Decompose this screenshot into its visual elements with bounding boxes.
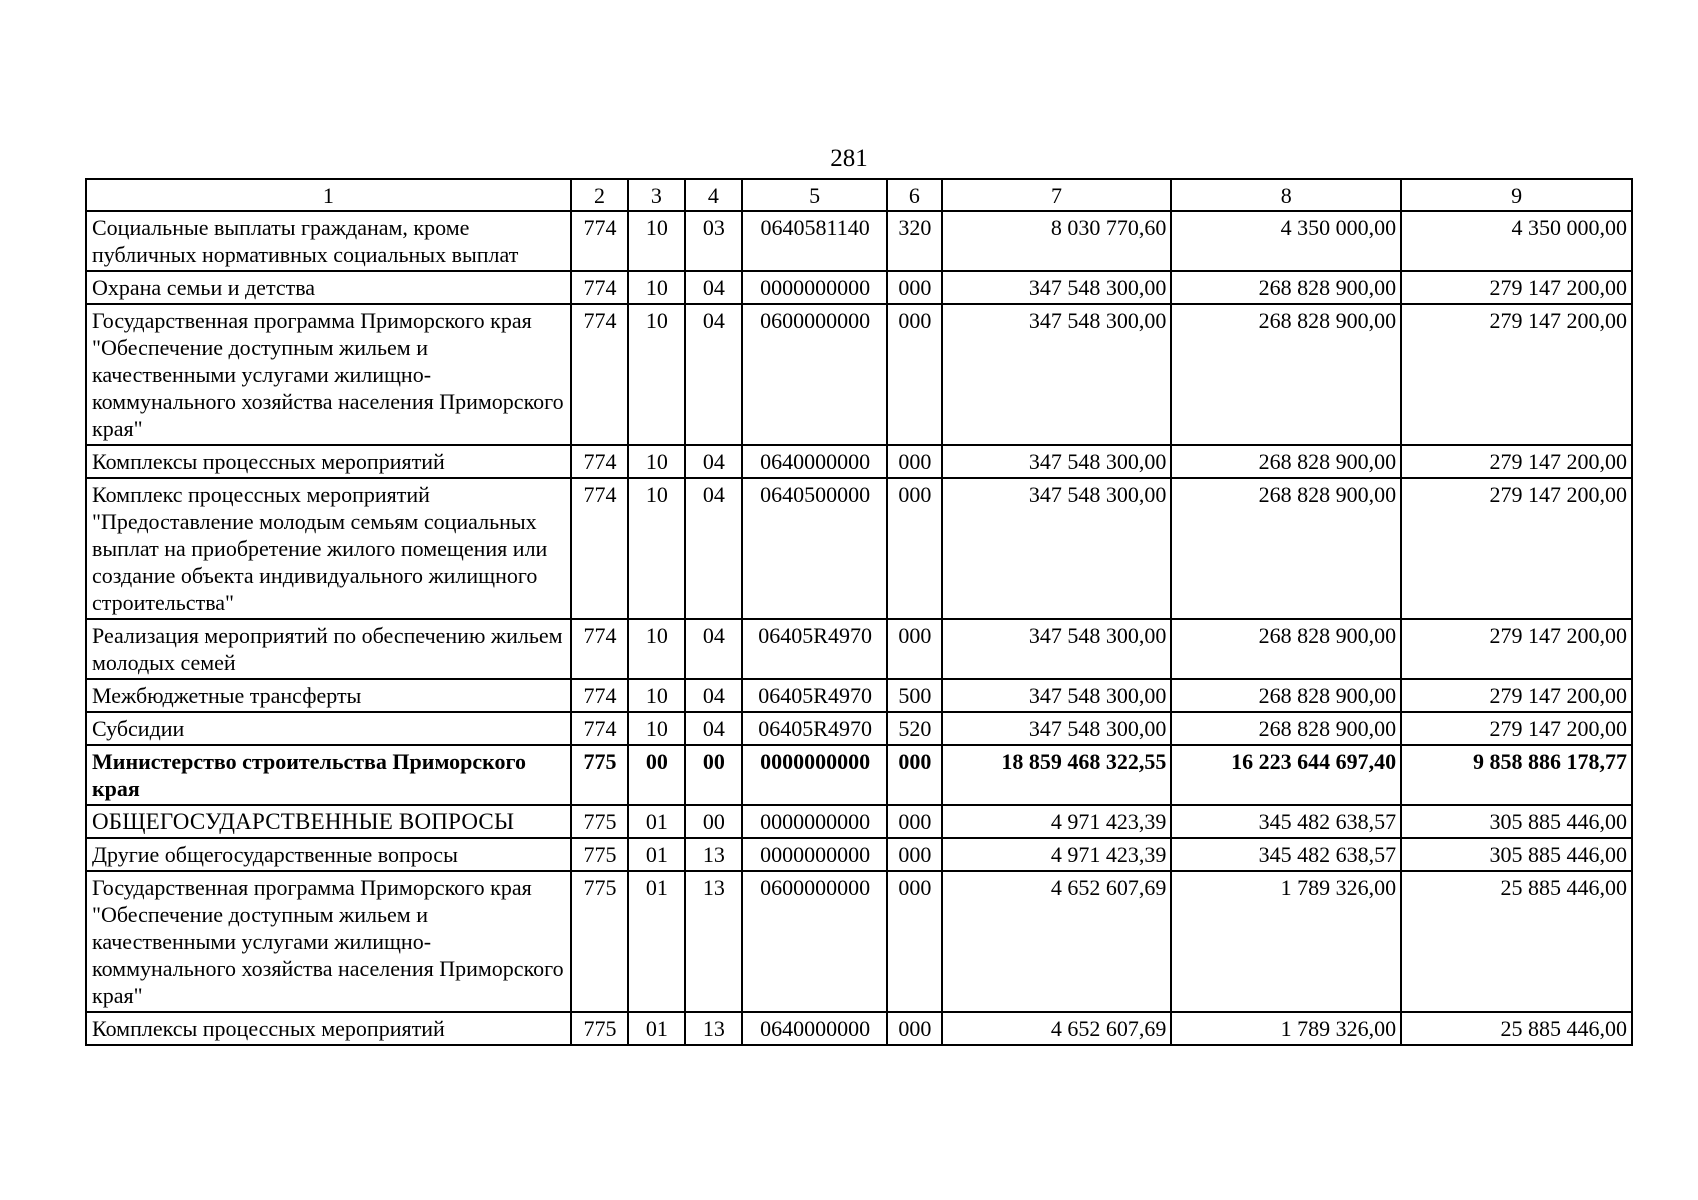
column-header: 1: [86, 179, 571, 211]
column-header: 8: [1171, 179, 1401, 211]
column-header: 3: [628, 179, 684, 211]
row-amount-col8: 345 482 638,57: [1171, 838, 1401, 871]
row-amount-col7: 347 548 300,00: [942, 271, 1172, 304]
row-target-article: 06405R4970: [742, 679, 887, 712]
row-expense-type: 520: [887, 712, 941, 745]
row-name: Государственная программа Приморского края "Обеспечение доступным жильем и качественными услугами жилищно-коммунального хозяйства населения Приморского края": [86, 871, 571, 1012]
row-expense-type: 000: [887, 304, 941, 445]
budget-table: [85, 178, 1633, 1046]
row-amount-col9: 279 147 200,00: [1401, 271, 1632, 304]
row-amount-col8: 268 828 900,00: [1171, 712, 1401, 745]
row-amount-col7: 347 548 300,00: [942, 304, 1172, 445]
row-name: Комплексы процессных мероприятий: [86, 1012, 571, 1045]
row-name: Социальные выплаты гражданам, кроме публичных нормативных социальных выплат: [86, 211, 571, 271]
row-subsection-code: 04: [685, 271, 742, 304]
row-amount-col9: 9 858 886 178,77: [1401, 745, 1632, 805]
row-expense-type: 000: [887, 871, 941, 1012]
row-amount-col7: 347 548 300,00: [942, 478, 1172, 619]
table-row: [86, 1012, 1632, 1045]
row-subsection-code: 04: [685, 304, 742, 445]
row-target-article: 0000000000: [742, 745, 887, 805]
table-row: [86, 619, 1632, 679]
row-amount-col8: 268 828 900,00: [1171, 478, 1401, 619]
row-admin-code: 775: [571, 745, 628, 805]
row-subsection-code: 03: [685, 211, 742, 271]
row-amount-col9: 4 350 000,00: [1401, 211, 1632, 271]
row-target-article: 06405R4970: [742, 712, 887, 745]
row-name: Государственная программа Приморского края "Обеспечение доступным жильем и качественными услугами жилищно-коммунального хозяйства населения Приморского края": [86, 304, 571, 445]
row-expense-type: 000: [887, 478, 941, 619]
row-expense-type: 320: [887, 211, 941, 271]
row-subsection-code: 04: [685, 478, 742, 619]
row-amount-col7: 4 652 607,69: [942, 871, 1172, 1012]
row-subsection-code: 04: [685, 712, 742, 745]
row-admin-code: 774: [571, 304, 628, 445]
row-name: Комплекс процессных мероприятий "Предоставление молодым семьям социальных выплат на приобретение жилого помещения или создание объекта индивидуального жилищного строительства": [86, 478, 571, 619]
row-amount-col9: 279 147 200,00: [1401, 445, 1632, 478]
row-name: ОБЩЕГОСУДАРСТВЕННЫЕ ВОПРОСЫ: [86, 805, 571, 838]
row-target-article: 0000000000: [742, 805, 887, 838]
row-amount-col8: 268 828 900,00: [1171, 304, 1401, 445]
row-amount-col9: 279 147 200,00: [1401, 304, 1632, 445]
row-section-code: 10: [628, 679, 684, 712]
table-row: [86, 805, 1632, 838]
row-amount-col7: 8 030 770,60: [942, 211, 1172, 271]
row-subsection-code: 04: [685, 445, 742, 478]
table-row: [86, 271, 1632, 304]
row-name: Другие общегосударственные вопросы: [86, 838, 571, 871]
row-section-code: 10: [628, 271, 684, 304]
table-row: [86, 745, 1632, 805]
row-amount-col7: 4 971 423,39: [942, 838, 1172, 871]
table-row: [86, 304, 1632, 445]
row-section-code: 10: [628, 712, 684, 745]
row-amount-col9: 25 885 446,00: [1401, 871, 1632, 1012]
row-section-code: 00: [628, 745, 684, 805]
row-expense-type: 000: [887, 271, 941, 304]
row-amount-col7: 347 548 300,00: [942, 712, 1172, 745]
row-subsection-code: 00: [685, 745, 742, 805]
row-amount-col9: 25 885 446,00: [1401, 1012, 1632, 1045]
row-admin-code: 774: [571, 679, 628, 712]
row-expense-type: 000: [887, 805, 941, 838]
row-admin-code: 774: [571, 271, 628, 304]
row-expense-type: 000: [887, 619, 941, 679]
row-amount-col8: 4 350 000,00: [1171, 211, 1401, 271]
row-section-code: 10: [628, 445, 684, 478]
row-subsection-code: 13: [685, 871, 742, 1012]
row-subsection-code: 13: [685, 1012, 742, 1045]
row-name: Комплексы процессных мероприятий: [86, 445, 571, 478]
table-row: [86, 211, 1632, 271]
header-row: [86, 179, 1632, 211]
row-expense-type: 000: [887, 745, 941, 805]
column-header: 5: [742, 179, 887, 211]
row-amount-col9: 279 147 200,00: [1401, 478, 1632, 619]
row-amount-col9: 305 885 446,00: [1401, 838, 1632, 871]
table-body: [86, 211, 1632, 1045]
row-amount-col9: 279 147 200,00: [1401, 712, 1632, 745]
table-row: [86, 838, 1632, 871]
row-admin-code: 774: [571, 211, 628, 271]
row-section-code: 10: [628, 619, 684, 679]
row-amount-col8: 268 828 900,00: [1171, 679, 1401, 712]
row-target-article: 0000000000: [742, 271, 887, 304]
row-expense-type: 000: [887, 1012, 941, 1045]
row-subsection-code: 13: [685, 838, 742, 871]
row-admin-code: 775: [571, 1012, 628, 1045]
row-amount-col8: 1 789 326,00: [1171, 1012, 1401, 1045]
row-section-code: 10: [628, 304, 684, 445]
row-amount-col8: 1 789 326,00: [1171, 871, 1401, 1012]
row-name: Субсидии: [86, 712, 571, 745]
row-expense-type: 000: [887, 445, 941, 478]
row-admin-code: 775: [571, 871, 628, 1012]
row-admin-code: 774: [571, 478, 628, 619]
row-name: Министерство строительства Приморского края: [86, 745, 571, 805]
row-admin-code: 774: [571, 445, 628, 478]
row-section-code: 10: [628, 211, 684, 271]
row-target-article: 06405R4970: [742, 619, 887, 679]
row-amount-col9: 279 147 200,00: [1401, 679, 1632, 712]
row-expense-type: 500: [887, 679, 941, 712]
row-subsection-code: 00: [685, 805, 742, 838]
row-section-code: 01: [628, 805, 684, 838]
row-target-article: 0000000000: [742, 838, 887, 871]
row-amount-col8: 345 482 638,57: [1171, 805, 1401, 838]
row-target-article: 0640000000: [742, 445, 887, 478]
row-section-code: 01: [628, 871, 684, 1012]
row-target-article: 0600000000: [742, 304, 887, 445]
row-amount-col7: 4 652 607,69: [942, 1012, 1172, 1045]
column-header: 2: [571, 179, 628, 211]
row-name: Реализация мероприятий по обеспечению жильем молодых семей: [86, 619, 571, 679]
row-name: Межбюджетные трансферты: [86, 679, 571, 712]
row-section-code: 01: [628, 838, 684, 871]
row-target-article: 0600000000: [742, 871, 887, 1012]
row-subsection-code: 04: [685, 679, 742, 712]
row-amount-col8: 268 828 900,00: [1171, 271, 1401, 304]
row-admin-code: 774: [571, 712, 628, 745]
row-admin-code: 775: [571, 805, 628, 838]
row-amount-col9: 305 885 446,00: [1401, 805, 1632, 838]
row-name: Охрана семьи и детства: [86, 271, 571, 304]
row-expense-type: 000: [887, 838, 941, 871]
page-number: 281: [830, 145, 868, 172]
row-admin-code: 774: [571, 619, 628, 679]
row-amount-col7: 4 971 423,39: [942, 805, 1172, 838]
row-section-code: 10: [628, 478, 684, 619]
row-amount-col8: 268 828 900,00: [1171, 445, 1401, 478]
column-header: 4: [685, 179, 742, 211]
table-row: [86, 445, 1632, 478]
row-amount-col7: 347 548 300,00: [942, 619, 1172, 679]
table-row: [86, 679, 1632, 712]
row-admin-code: 775: [571, 838, 628, 871]
table-row: [86, 712, 1632, 745]
table-row: [86, 478, 1632, 619]
row-target-article: 0640000000: [742, 1012, 887, 1045]
row-amount-col8: 268 828 900,00: [1171, 619, 1401, 679]
row-amount-col7: 347 548 300,00: [942, 445, 1172, 478]
row-amount-col8: 16 223 644 697,40: [1171, 745, 1401, 805]
row-amount-col9: 279 147 200,00: [1401, 619, 1632, 679]
column-header: 7: [942, 179, 1172, 211]
column-header: 6: [887, 179, 941, 211]
row-amount-col7: 18 859 468 322,55: [942, 745, 1172, 805]
row-target-article: 0640500000: [742, 478, 887, 619]
row-target-article: 0640581140: [742, 211, 887, 271]
row-amount-col7: 347 548 300,00: [942, 679, 1172, 712]
row-subsection-code: 04: [685, 619, 742, 679]
row-section-code: 01: [628, 1012, 684, 1045]
column-header: 9: [1401, 179, 1632, 211]
table-row: [86, 871, 1632, 1012]
